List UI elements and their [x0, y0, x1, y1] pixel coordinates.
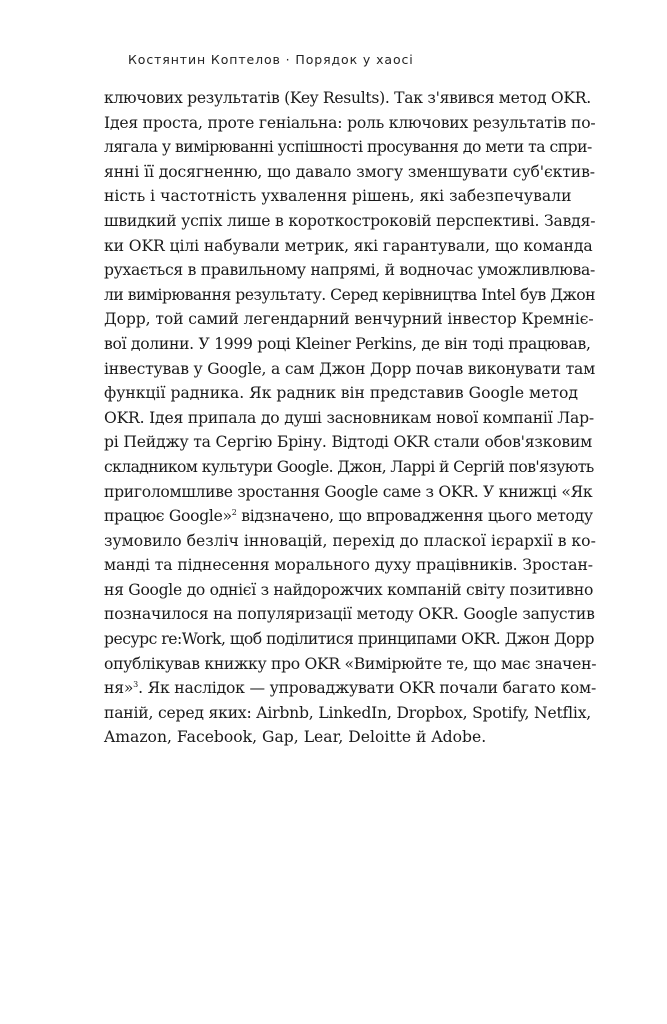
text-line: швидкий успіх лише в короткостроковій перспективі. Завдя- [104, 211, 596, 230]
text-line: вої долини. У 1999 році Kleiner Perkins, де він тоді працював, [104, 334, 591, 353]
text-line: ність і частотність ухвалення рішень, які забезпечували [104, 187, 572, 206]
footnote-ref[interactable]: 3 [133, 680, 139, 690]
text-line: приголомшливе зростання Google саме з OKR. У книжці «Як [104, 482, 593, 501]
text-line [104, 504, 596, 529]
text-line [104, 676, 596, 701]
text-line: Дорр, той самий легендарний венчурний інвестор Кремніє- [104, 310, 594, 329]
running-head: Костянтин Коптелов · Порядок у хаосі [128, 52, 414, 67]
text-line: янні її досягненню, що давало змогу зменшувати суб'єктив- [104, 162, 595, 181]
text-run: . Як наслідок — упроваджувати OKR почали багато ком- [138, 679, 597, 698]
text-line: рухається в правильному напрямі, й водночас уможливлюва- [104, 261, 595, 280]
text-line: ключових результатів (Key Results). Так з'явився метод OKR. [104, 89, 591, 107]
text-line: ли вимірювання результату. Серед керівництва Intel був Джон [104, 285, 596, 304]
text-run: відзначено, що впровадження цього методу [241, 507, 593, 526]
text-run: працює Google» [104, 507, 232, 526]
text-line: манді та піднесення морального духу працівників. Зростан- [104, 556, 593, 575]
text-run: ня» [104, 679, 134, 698]
text-line: інвестував у Google, а сам Джон Дорр почав виконувати там [104, 359, 596, 378]
text-line: лягала у вимірюванні успішності просування до мети та спри- [104, 138, 592, 157]
text-line: позначилося на популяризації методу OKR. Google запустив [104, 605, 595, 624]
text-line: функції радника. Як радник він представив Google метод [104, 384, 579, 403]
footnote-ref[interactable]: 2 [231, 508, 237, 518]
text-line: ня Google до однієї з найдорожчих компаній світу позитивно [104, 580, 594, 599]
body-paragraph [104, 86, 596, 750]
text-line: опублікував книжку про OKR «Вимірюйте те, що має значен- [104, 654, 597, 673]
text-line: ки OKR цілі набували метрик, які гарантували, що команда [104, 236, 593, 255]
text-line: зумовило безліч інновацій, перехід до пласкої ієрархії в ко- [104, 531, 596, 550]
text-line: складником культури Google. Джон, Ларрі й Сергій пов'язують [104, 457, 594, 476]
text-line: Ідея проста, проте геніальна: роль ключових результатів по- [104, 113, 596, 132]
text-line: OKR. Ідея припала до душі засновникам нової компанії Лар- [104, 408, 594, 427]
text-line: ресурс re:Work, щоб поділитися принципами OKR. Джон Дорр [104, 630, 594, 649]
text-line: Amazon, Facebook, Gap, Lear, Deloitte й Adobe. [104, 728, 487, 747]
text-line: рі Пейджу та Сергію Бріну. Відтоді OKR стали обов'язковим [104, 433, 593, 452]
text-line: паній, серед яких: Airbnb, LinkedIn, Dropbox, Spotify, Netflix, [104, 703, 592, 722]
